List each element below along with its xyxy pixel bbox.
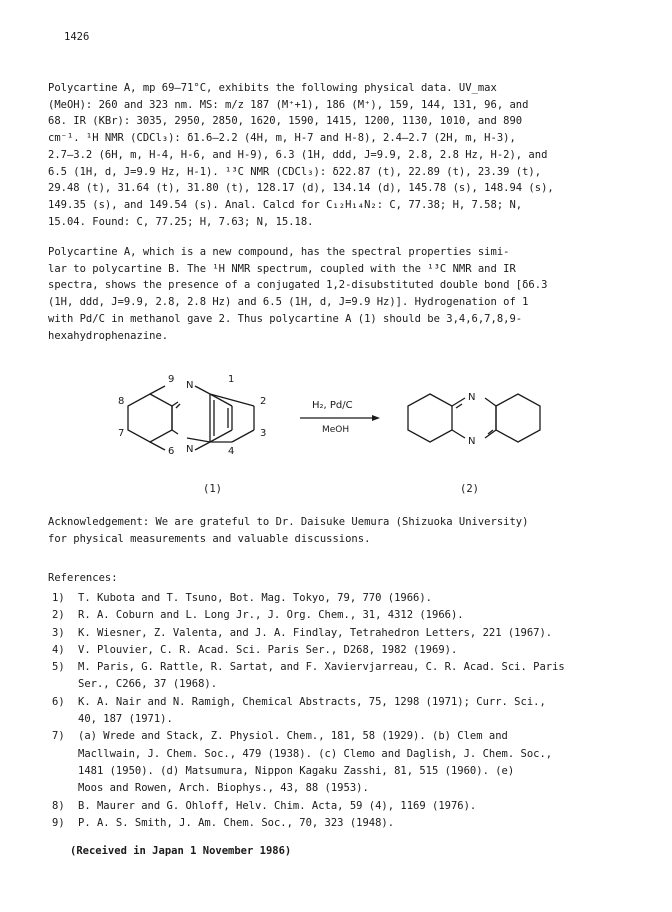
reference-item [52,694,642,729]
compound-1-structure [128,386,254,450]
reference-text: B. Maurer and G. Ohloff, Helv. Chim. Acta, 59 (4), 1169 (1976). [78,799,477,812]
reference-text: P. A. S. Smith, J. Am. Chem. Soc., 70, 323 (1948). [78,816,395,829]
reference-number: 9) [52,816,65,829]
reference-item [52,728,642,797]
reference-number: 7) [52,730,65,743]
atom-number: 8 [118,396,125,407]
reference-number: 5) [52,661,65,674]
reaction-scheme-drawing [110,372,580,482]
reference-number: 2) [52,609,65,622]
nitrogen-label: N [186,444,194,455]
reference-item [52,642,642,659]
compound-2-atom-labels [468,392,475,447]
reaction-scheme [110,372,580,502]
reference-text: R. A. Coburn and L. Long Jr., J. Org. Chem., 31, 4312 (1966). [78,609,464,622]
solvent-label: MeOH [322,425,350,435]
reference-item [52,798,642,815]
reference-number: 1) [52,592,65,604]
reference-text: V. Plouvier, C. R. Acad. Sci. Paris Ser., D268, 1982 (1969). [78,643,458,656]
reference-list [52,590,642,832]
reagent-label: H₂, Pd/C [312,400,353,411]
compound-1-label: (1) [203,483,222,495]
reaction-arrow [300,400,380,435]
nitrogen-label: N [468,392,476,403]
physical-data-paragraph: Polycartine A, mp 69–71°C, exhibits the following physical data. UV_max (MeOH): 260 and 323 nm. MS: m/z 187 (M⁺+1), 186 (M⁺), 159, 144, 131, 96, and 68. IR (KBr): 3035, 2950, 2850, 1620, 1590, 1415, 1200, 1130, 1010, and 890 cm⁻¹. ¹H NMR (CDCl₃): δ1.6–2.2 (4H, m, H-7 and H-8), 2.4–2.7 (2H, m, H-3), 2.7–3.2 (6H, m, H-4, H-6, and H-9), 6.3 (1H, ddd, J=9.9, 2.8, 2.8 Hz, H-2), and 6.5 (1H, d, J=9.9 Hz, H-1). ¹³C NMR (CDCl₃): δ22.87 (t), 22.89 (t), 23.39 (t), 29.48 (t), 31.64 (t), 31.80 (t), 128.17 (d), 134.14 (d), 145.78 (s), 148.94 (s), 149.35 (s), and 149.54 (s). Anal. Calcd for C₁₂H₁₄N₂: C, 77.38; H, 7.58; N, 15.04. Found: C, 77.25; H, 7.63; N, 15.18. [48,82,554,228]
reference-text: K. Wiesner, Z. Valenta, and J. A. Findlay, Tetrahedron Letters, 221 (1967). [78,626,553,639]
reference-item [52,607,642,624]
reference-text: K. A. Nair and N. Ramigh, Chemical Abstracts, 75, 1298 (1971); Curr. Sci., 40, 187 (1971). [78,695,546,726]
received-date: (Received in Japan 1 November 1986) [70,845,292,857]
reference-text: M. Paris, G. Rattle, R. Sartat, and F. Xaviervjarreau, C. R. Acad. Sci. Paris Ser., C266, 37 (1968). [78,661,565,691]
reference-text: (a) Wrede and Stack, Z. Physiol. Chem., 181, 58 (1929). (b) Clem and Macllwain, J. Chem. Soc., 479 (1938). (c) Clemo and Daglish, J. Chem. Soc., 1481 (1950). (d) Matsumura, Nippon Kagaku Zasshi, 81, 515 (1960). (e) Moos and Rowen, Arch. Biophys., 43, 88 (1953). [78,730,553,795]
atom-number: 9 [168,374,175,385]
atom-number: 3 [260,428,267,439]
compound-1-atom-labels [118,374,266,457]
reference-text: T. Kubota and T. Tsuno, Bot. Mag. Tokyo, 79, 770 (1966). [78,592,433,604]
reference-number: 3) [52,626,65,639]
references-heading: References: [48,572,118,584]
atom-number: 6 [168,446,175,457]
reference-number: 4) [52,643,65,656]
reference-number: 8) [52,799,65,812]
compound-2-label: (2) [460,483,479,495]
reference-item [52,625,642,642]
page-number: 1426 [64,31,90,43]
reference-item [52,590,642,607]
atom-number: 4 [228,446,235,457]
reference-item [52,659,642,694]
atom-number: 2 [260,396,267,407]
acknowledgement: Acknowledgement: We are grateful to Dr. Daisuke Uemura (Shizuoka University) for physical measurements and valuable discussions. [48,516,529,545]
reference-item [52,815,642,832]
atom-number: 1 [228,374,235,385]
reference-number: 6) [52,695,65,708]
nitrogen-label: N [186,380,194,391]
atom-number: 7 [118,428,125,439]
nitrogen-label: N [468,436,476,447]
discussion-paragraph: Polycartine A, which is a new compound, has the spectral properties simi- lar to polycartine B. The ¹H NMR spectrum, coupled with the ¹³C NMR and IR spectra, shows the presence of a conjugated 1,2-disubstituted double bond [δ6.3 (1H, ddd, J=9.9, 2.8, 2.8 Hz) and 6.5 (1H, d, J=9.9 Hz)]. Hydrogenation of 1 with Pd/C in methanol gave 2. Thus polycartine A (1) should be 3,4,6,7,8,9- hexahydrophenazine. [48,246,548,342]
